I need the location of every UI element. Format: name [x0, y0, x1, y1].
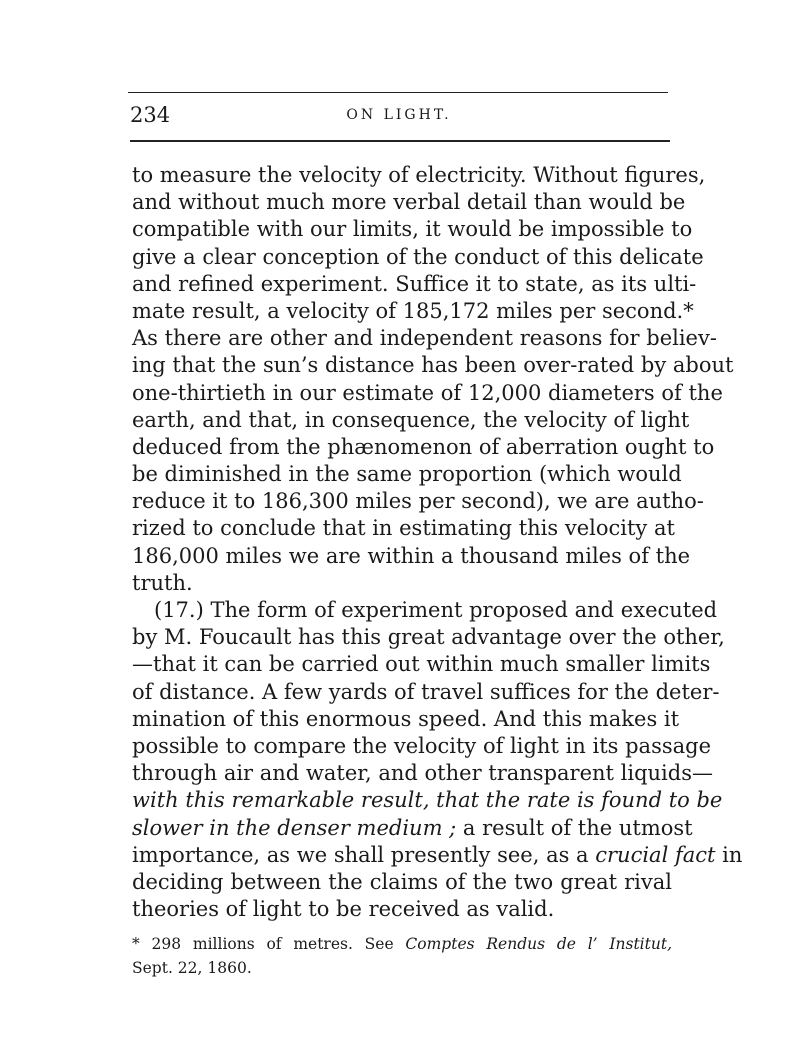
text-line: one-thirtieth in our estimate of 12,000 diameters of the [132, 380, 723, 405]
section-heading-line: (17.) The form of experiment proposed and executed [154, 598, 718, 622]
text-line: As there are other and independent reasons for believ- [132, 326, 717, 351]
text-line: by M. Foucault has this great advantage over the other, [132, 625, 725, 650]
roman-phrase: a result of the utmost [456, 815, 693, 840]
mixed-text-line [132, 815, 693, 842]
text-line: deduced from the phænomenon of aberration ought to [132, 434, 715, 459]
text-line: mate result, a velocity of 185,172 miles per second.* [132, 298, 694, 323]
footnote-text: * 298 millions of metres. See [132, 935, 406, 953]
header-rule-bottom [130, 140, 670, 142]
text-line: be diminished in the same proportion (which would [132, 462, 682, 487]
text-line: give a clear conception of the conduct of this delicate [132, 244, 704, 269]
text-line: possible to compare the velocity of light in its passage [132, 733, 712, 758]
text-line: compatible with our limits, it would be impossible to [132, 217, 693, 242]
text-line: reduce it to 186,300 miles per second), we are autho- [132, 489, 704, 514]
page-header [130, 103, 668, 131]
text-line: of distance. A few yards of travel suffices for the deter- [132, 679, 720, 704]
text-line: mination of this enormous speed. And this makes it [132, 706, 680, 731]
text-line: rized to conclude that in estimating this velocity at [132, 516, 675, 541]
text-line: ing that the sun’s distance has been over-rated by about [132, 353, 734, 378]
text-line: deciding between the claims of the two great rival [132, 869, 672, 894]
text-line: truth. [132, 570, 193, 595]
text-line: earth, and that, in consequence, the velocity of light [132, 407, 690, 432]
footnote-citation: Comptes Rendus de l’ Institut, [405, 935, 672, 953]
italic-text-line: with this remarkable result, that the rate is found to be [132, 788, 723, 813]
text-line: theories of light to be received as valid. [132, 897, 555, 922]
text-line: through air and water, and other transparent liquids— [132, 761, 713, 786]
running-head: ON LIGHT. [346, 107, 452, 123]
footnote-line [132, 932, 672, 956]
text-line: —that it can be carried out within much smaller limits [132, 652, 711, 677]
text-line: and refined experiment. Suffice it to state, as its ulti- [132, 271, 697, 296]
text-line: to measure the velocity of electricity. Without figures, [132, 163, 706, 187]
footnote-line: Sept. 22, 1860. [132, 959, 252, 977]
italic-phrase: slower in the denser medium ; [132, 815, 457, 840]
footnote [132, 932, 672, 980]
page-number: 234 [130, 103, 171, 127]
text-line: 186,000 miles we are within a thousand miles of the [132, 543, 691, 568]
roman-phrase: in [715, 842, 743, 867]
body-text [132, 162, 743, 923]
text-line: and without much more verbal detail than would be [132, 190, 686, 215]
mixed-text-line [132, 842, 743, 869]
italic-phrase: crucial fact [595, 842, 716, 867]
roman-phrase: importance, as we shall presently see, as a [132, 842, 596, 867]
header-rule-top [128, 92, 668, 93]
